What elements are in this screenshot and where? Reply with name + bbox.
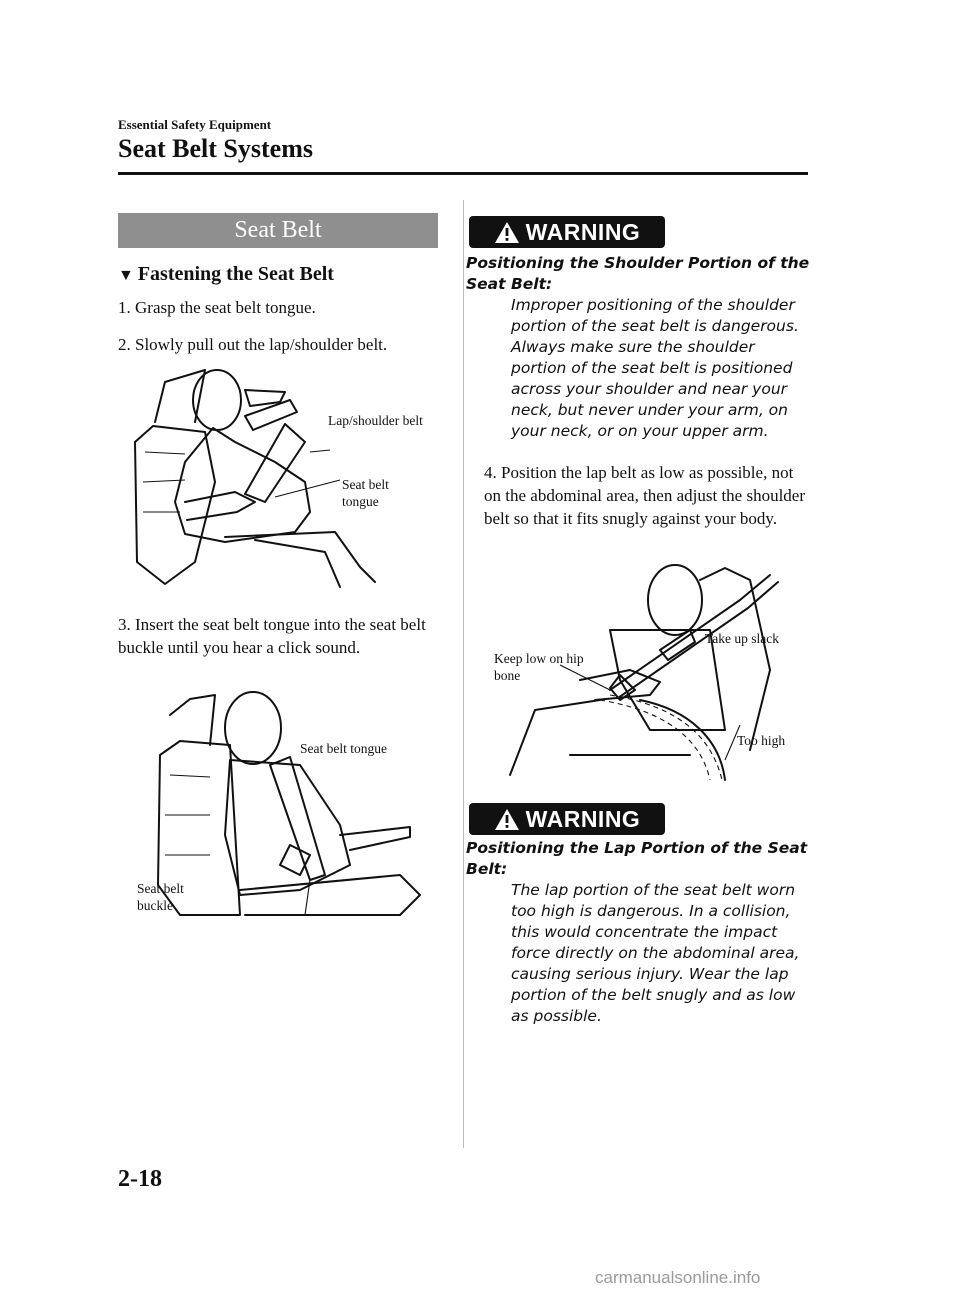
header-rule	[118, 172, 808, 175]
warning-label-2: WARNING	[525, 805, 641, 832]
column-divider	[463, 200, 464, 1148]
page-number: 2-18	[118, 1166, 162, 1192]
warning-body: Improper positioning of the shoulder portion of the seat belt is dangerous. Always make sure the shoulder portion of the seat belt is positioned across your shoulder and near your neck, but never under your arm, on your neck, or on your upper arm.	[511, 296, 799, 440]
page-title: Seat Belt Systems	[118, 134, 313, 163]
warning-body-2: The lap portion of the seat belt worn too high is dangerous. In a collision, this would concentrate the impact force directly on the abdominal area, causing serious injury. Wear the lap portion of the belt snugly and as low as possible.	[511, 881, 800, 1025]
subheading-text: Fastening the Seat Belt	[137, 263, 334, 285]
warning-triangle-icon	[494, 221, 520, 244]
step-3: 3. Insert the seat belt tongue into the seat belt buckle until you hear a click sound.	[118, 615, 426, 657]
warning-heading-2: Positioning the Lap Portion of the Seat Belt:	[466, 839, 808, 878]
label-keep-low: Keep low on hip bone	[494, 651, 584, 683]
label-seat-belt-tongue-2: Seat belt tongue	[300, 741, 387, 756]
step-2: 2. Slowly pull out the lap/shoulder belt.	[118, 335, 388, 354]
label-too-high: Too high	[737, 733, 786, 748]
warning-banner-2	[469, 803, 665, 835]
step-1: 1. Grasp the seat belt tongue.	[118, 298, 316, 317]
triangle-marker-icon: ▼	[118, 267, 134, 284]
warning-triangle-icon	[494, 808, 520, 831]
label-seat-belt-tongue: Seat belt tongue	[342, 477, 389, 509]
label-seat-belt-buckle: Seat belt buckle	[137, 881, 184, 913]
watermark: carmanualsonline.info	[595, 1268, 761, 1287]
warning-banner	[469, 216, 665, 248]
subheading	[118, 263, 334, 286]
section-label: Essential Safety Equipment	[118, 117, 272, 132]
section-banner: Seat Belt	[118, 213, 438, 248]
warning-label: WARNING	[525, 218, 641, 245]
label-lap-shoulder-belt: Lap/shoulder belt	[328, 413, 423, 428]
label-take-up-slack: Take up slack	[705, 631, 780, 646]
step-4: 4. Position the lap belt as low as possible, not on the abdominal area, then adjust the shoulder belt so that it fits snugly against your body.	[484, 463, 806, 528]
warning-heading: Positioning the Shoulder Portion of the Seat Belt:	[466, 254, 810, 293]
